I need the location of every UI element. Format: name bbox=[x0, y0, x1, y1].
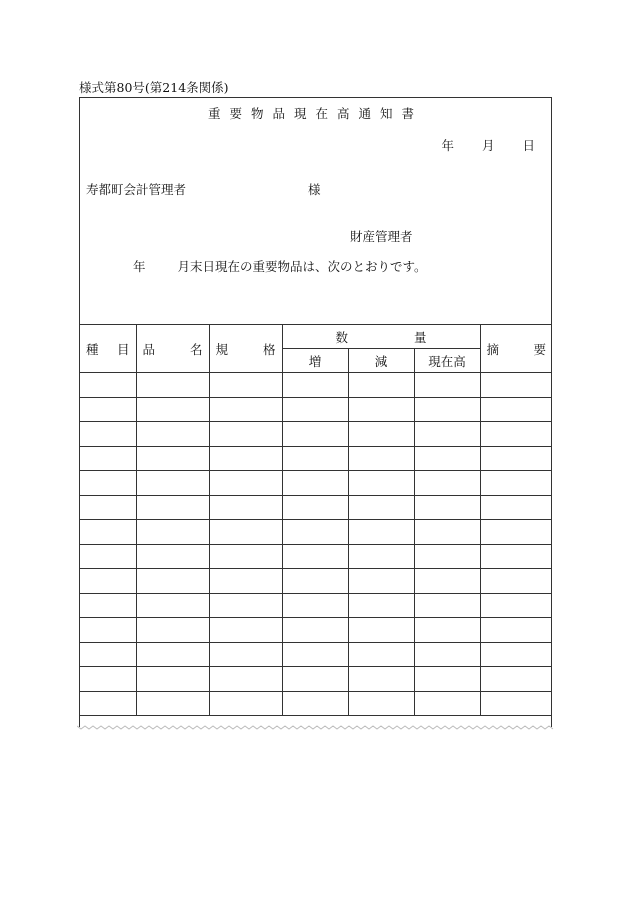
table-cell bbox=[348, 495, 414, 520]
table-cell bbox=[209, 520, 282, 545]
date-day: 日 bbox=[522, 138, 535, 153]
table-cell bbox=[209, 569, 282, 594]
notice-form bbox=[79, 97, 552, 727]
date-line bbox=[413, 136, 535, 154]
table-row bbox=[80, 397, 552, 422]
table-cell bbox=[80, 544, 136, 569]
table-cell bbox=[80, 642, 136, 667]
table-cell bbox=[282, 422, 348, 447]
table-cell bbox=[80, 422, 136, 447]
table-row bbox=[80, 642, 552, 667]
table-cell bbox=[480, 618, 552, 643]
table-cell bbox=[348, 618, 414, 643]
table-cell bbox=[282, 569, 348, 594]
table-cell bbox=[414, 593, 480, 618]
table-cell bbox=[414, 544, 480, 569]
table-cell bbox=[136, 618, 209, 643]
table-cell bbox=[414, 667, 480, 692]
table-cell bbox=[209, 471, 282, 496]
header-remarks: 摘 要 bbox=[480, 325, 552, 373]
table-cell bbox=[136, 642, 209, 667]
table-cell bbox=[80, 471, 136, 496]
table-row bbox=[80, 520, 552, 545]
date-month: 月 bbox=[481, 138, 495, 153]
honorific: 様 bbox=[308, 182, 321, 197]
table-cell bbox=[136, 544, 209, 569]
table-cell bbox=[348, 520, 414, 545]
table-cell bbox=[348, 569, 414, 594]
table-cell bbox=[209, 691, 282, 716]
table-cell bbox=[414, 471, 480, 496]
table-cell bbox=[136, 373, 209, 398]
header-kind: 種 目 bbox=[80, 325, 136, 373]
table-cell bbox=[136, 422, 209, 447]
table-cell bbox=[282, 495, 348, 520]
table-cell bbox=[480, 471, 552, 496]
table-row bbox=[80, 618, 552, 643]
table-cell bbox=[480, 373, 552, 398]
table-cell bbox=[480, 691, 552, 716]
table-cell bbox=[414, 373, 480, 398]
table-cell bbox=[348, 642, 414, 667]
table-cell bbox=[348, 667, 414, 692]
table-cell bbox=[80, 397, 136, 422]
table-cell bbox=[348, 446, 414, 471]
table-cell bbox=[209, 544, 282, 569]
table-row bbox=[80, 569, 552, 594]
table-row bbox=[80, 544, 552, 569]
table-cell bbox=[348, 397, 414, 422]
table-cell bbox=[480, 495, 552, 520]
table-cell bbox=[209, 495, 282, 520]
table-cell bbox=[480, 397, 552, 422]
table-cell bbox=[80, 446, 136, 471]
table-cell bbox=[414, 422, 480, 447]
table-cell bbox=[348, 422, 414, 447]
table-cell bbox=[480, 422, 552, 447]
table-cell bbox=[209, 422, 282, 447]
table-cell bbox=[414, 520, 480, 545]
table-cell bbox=[80, 495, 136, 520]
table-cell bbox=[136, 495, 209, 520]
header-quantity: 数 量 bbox=[282, 325, 480, 349]
header-spec: 規 格 bbox=[209, 325, 282, 373]
table-cell bbox=[282, 642, 348, 667]
table-cell bbox=[414, 642, 480, 667]
table-cell bbox=[209, 593, 282, 618]
table-cell bbox=[209, 397, 282, 422]
items-table bbox=[80, 324, 552, 716]
table-cell bbox=[80, 691, 136, 716]
table-cell bbox=[80, 667, 136, 692]
header-item-name: 品 名 bbox=[136, 325, 209, 373]
date-year: 年 bbox=[441, 138, 454, 153]
table-cell bbox=[480, 544, 552, 569]
table-cell bbox=[282, 446, 348, 471]
table-cell bbox=[348, 544, 414, 569]
table-cell bbox=[136, 569, 209, 594]
body-year: 年 bbox=[133, 259, 146, 274]
table-cell bbox=[136, 667, 209, 692]
table-cell bbox=[136, 691, 209, 716]
table-cell bbox=[282, 471, 348, 496]
page-tear-edge bbox=[77, 724, 554, 732]
table-row bbox=[80, 495, 552, 520]
table-row bbox=[80, 691, 552, 716]
table-cell bbox=[282, 691, 348, 716]
table-cell bbox=[136, 446, 209, 471]
table-cell bbox=[414, 397, 480, 422]
table-cell bbox=[480, 520, 552, 545]
table-cell bbox=[80, 618, 136, 643]
table-cell bbox=[209, 446, 282, 471]
header-decrease: 減 bbox=[348, 349, 414, 373]
form-number-label: 様式第80号(第214条関係) bbox=[79, 80, 229, 95]
table-row bbox=[80, 422, 552, 447]
table-cell bbox=[282, 520, 348, 545]
table-cell bbox=[209, 373, 282, 398]
table-cell bbox=[282, 544, 348, 569]
table-cell bbox=[282, 618, 348, 643]
header-current: 現在高 bbox=[414, 349, 480, 373]
table-cell bbox=[348, 593, 414, 618]
table-cell bbox=[348, 691, 414, 716]
table-cell bbox=[282, 667, 348, 692]
table-cell bbox=[414, 495, 480, 520]
form-header bbox=[80, 98, 551, 325]
table-cell bbox=[80, 569, 136, 594]
addressee: 寿都町会計管理者 bbox=[86, 182, 187, 197]
header-increase: 増 bbox=[282, 349, 348, 373]
table-body bbox=[80, 373, 552, 716]
table-cell bbox=[414, 618, 480, 643]
table-cell bbox=[282, 397, 348, 422]
table-cell bbox=[348, 471, 414, 496]
table-cell bbox=[209, 667, 282, 692]
table-cell bbox=[348, 373, 414, 398]
table-cell bbox=[80, 593, 136, 618]
table-cell bbox=[414, 691, 480, 716]
body-rest: 月末日現在の重要物品は、次のとおりです。 bbox=[177, 259, 427, 274]
form-title: 重要物品現在高通知書 bbox=[207, 106, 423, 121]
table-row bbox=[80, 373, 552, 398]
property-manager: 財産管理者 bbox=[350, 229, 413, 244]
table-cell bbox=[209, 618, 282, 643]
table-cell bbox=[136, 520, 209, 545]
table-cell bbox=[80, 520, 136, 545]
table-cell bbox=[480, 569, 552, 594]
table-cell bbox=[414, 446, 480, 471]
table-cell bbox=[282, 593, 348, 618]
table-cell bbox=[480, 593, 552, 618]
table-row bbox=[80, 593, 552, 618]
table-row bbox=[80, 667, 552, 692]
table-cell bbox=[480, 642, 552, 667]
table-cell bbox=[414, 569, 480, 594]
table-row bbox=[80, 471, 552, 496]
table-cell bbox=[480, 446, 552, 471]
body-text bbox=[133, 257, 427, 275]
table-cell bbox=[282, 373, 348, 398]
table-row bbox=[80, 446, 552, 471]
table-cell bbox=[136, 471, 209, 496]
table-cell bbox=[136, 593, 209, 618]
table-cell bbox=[136, 397, 209, 422]
table-cell bbox=[480, 667, 552, 692]
table-cell bbox=[80, 373, 136, 398]
table-cell bbox=[209, 642, 282, 667]
